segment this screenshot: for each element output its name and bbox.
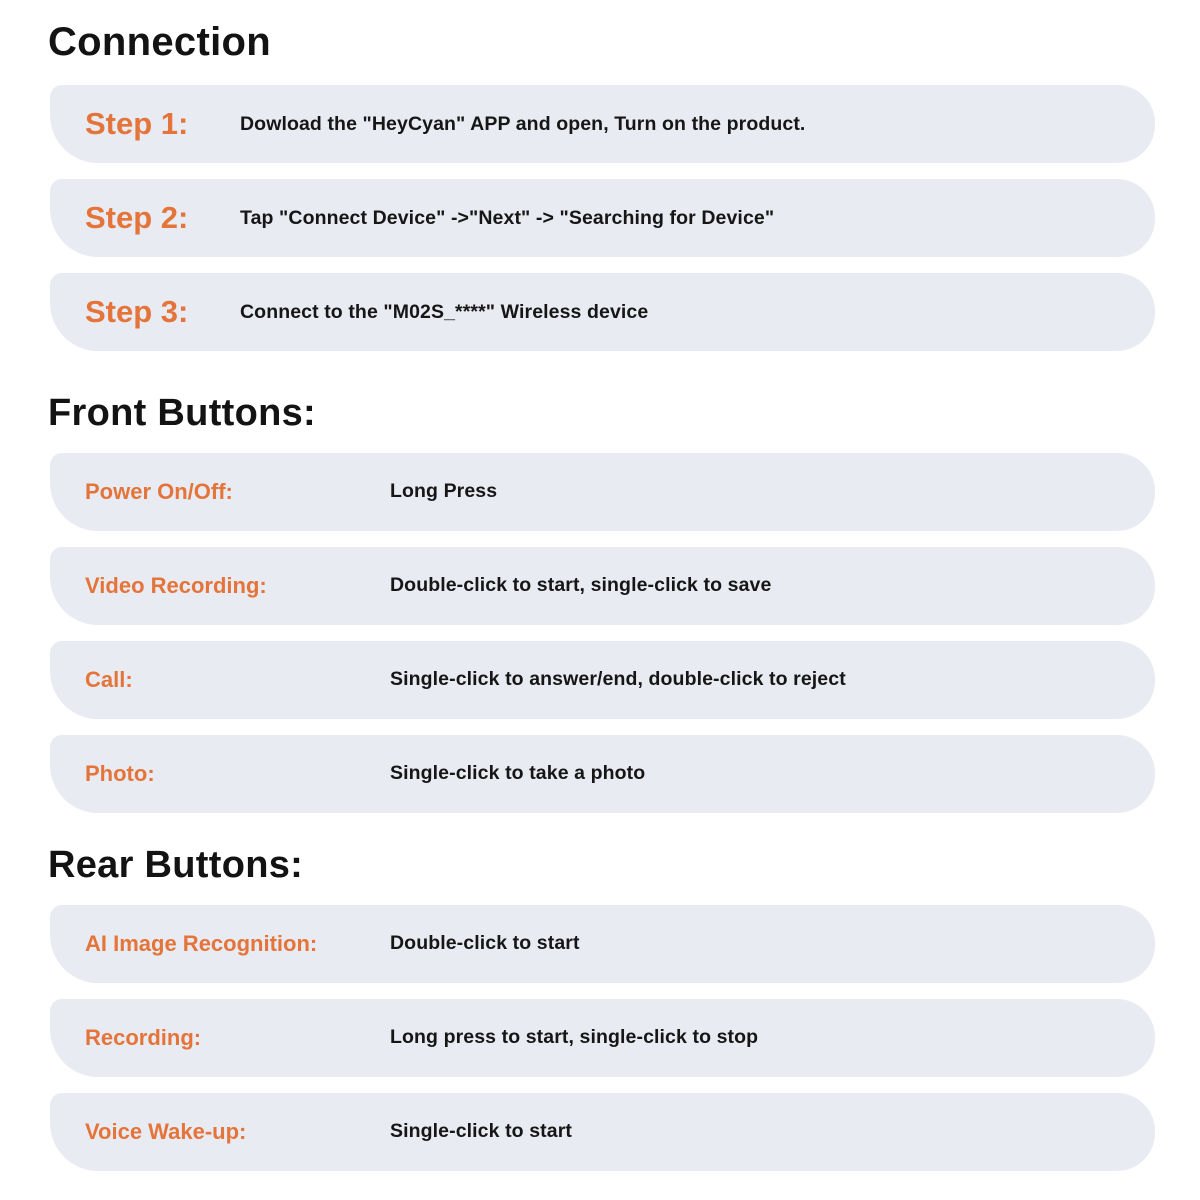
rear-row-recording-label: Recording: xyxy=(85,1024,202,1050)
front-row-call-text: Single-click to answer/end, double-click to reject xyxy=(390,668,846,691)
step-1-row xyxy=(50,85,1155,163)
step-3-text: Connect to the "M02S_****" Wireless device xyxy=(240,300,649,323)
rear-row-ai-image-recognition-text: Double-click to start xyxy=(390,932,580,955)
step-2-text: Tap "Connect Device" ->"Next" -> "Searching for Device" xyxy=(240,206,775,229)
rear-row-voice-wake-up-label: Voice Wake-up: xyxy=(85,1118,247,1144)
rear-row-voice-wake-up xyxy=(50,1093,1155,1171)
front-row-power-text: Long Press xyxy=(390,480,498,503)
rear-row-ai-image-recognition xyxy=(50,905,1155,983)
front-row-video-recording xyxy=(50,547,1155,625)
rear-row-recording xyxy=(50,999,1155,1077)
step-1-label: Step 1: xyxy=(85,106,189,141)
front-row-call-label: Call: xyxy=(85,666,133,692)
front-row-photo xyxy=(50,735,1155,813)
front-row-power-label: Power On/Off: xyxy=(85,478,233,504)
connection-heading: Connection xyxy=(48,20,271,64)
front-row-video-recording-label: Video Recording: xyxy=(85,572,267,598)
step-3-row xyxy=(50,273,1155,351)
front-row-video-recording-text: Double-click to start, single-click to save xyxy=(390,574,772,597)
front-row-power xyxy=(50,453,1155,531)
step-3-label: Step 3: xyxy=(85,294,189,329)
rear-row-recording-text: Long press to start, single-click to stop xyxy=(390,1026,759,1049)
step-2-label: Step 2: xyxy=(85,200,189,235)
front-row-call xyxy=(50,641,1155,719)
front-row-photo-text: Single-click to take a photo xyxy=(390,762,646,785)
front-buttons-heading: Front Buttons: xyxy=(48,392,317,434)
rear-row-voice-wake-up-text: Single-click to start xyxy=(390,1120,572,1143)
rear-row-ai-image-recognition-label: AI Image Recognition: xyxy=(85,930,318,956)
step-1-text: Dowload the "HeyCyan" APP and open, Turn on the product. xyxy=(240,112,806,135)
step-2-row xyxy=(50,179,1155,257)
front-row-photo-label: Photo: xyxy=(85,760,155,786)
rear-buttons-heading: Rear Buttons: xyxy=(48,843,304,886)
